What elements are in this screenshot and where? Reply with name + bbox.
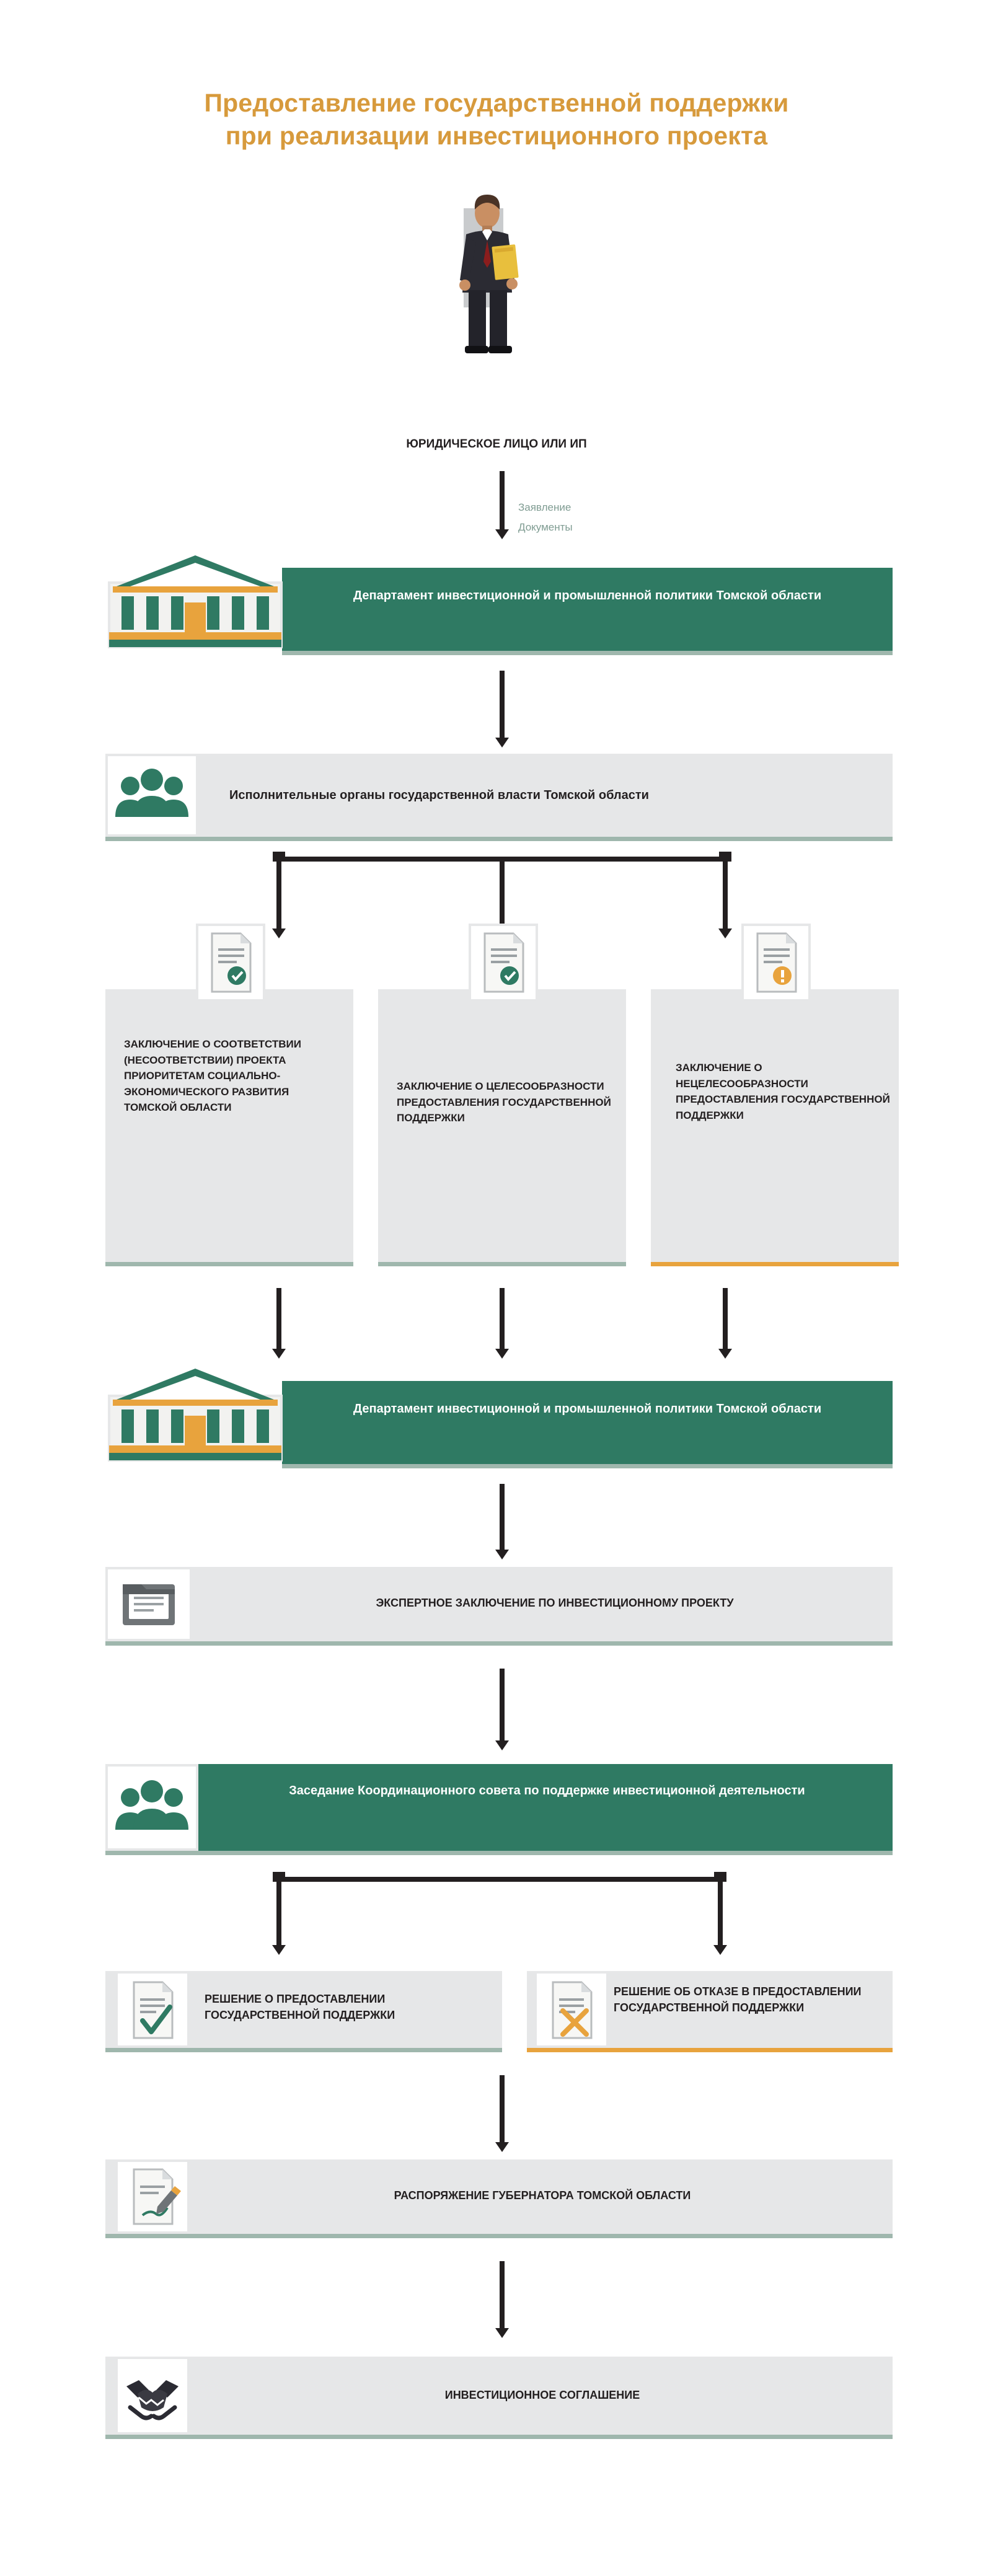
investment-agreement-shadow [105,2435,893,2439]
department-2-shadow [282,1464,893,1468]
document-cross-icon [534,1971,609,2048]
department-1-shadow [282,651,893,655]
conclusion-1-shadow [105,1262,353,1266]
flow-arrow-branch-3 [723,857,728,930]
investment-agreement-label: ИНВЕСТИЦИОННОЕ СОГЛАШЕНИЕ [444,2389,640,2401]
decision-grant-shadow [105,2048,502,2052]
flow-arrow-7 [500,1669,505,1742]
council-meeting-band [198,1764,893,1851]
flow-arrow-branch-1 [276,857,281,930]
document-checkmark-icon [115,1971,190,2048]
page-title-line1: Предоставление государственной поддержки [204,89,789,117]
page-title-line2: при реализации инвестиционного проекта [225,121,768,151]
decision-joint-right [714,1872,726,1882]
executive-bodies-shadow [105,837,893,841]
conclusion-1-label: ЗАКЛЮЧЕНИЕ О СООТВЕТСТВИИ (НЕСООТВЕТСТВИИ) ПРОЕКТА ПРИОРИТЕТАМ СОЦИАЛЬНО-ЭКОНОМИЧЕСКОГО РАЗВИТИЯ ТОМСКОЙ ОБЛАСТИ [124,1038,301,1113]
expert-conclusion-label: ЭКСПЕРТНОЕ ЗАКЛЮЧЕНИЕ ПО ИНВЕСТИЦИОННОМУ ПРОЕКТУ [376,1597,734,1609]
folder-documents-icon [105,1567,192,1641]
conclusion-3-shadow [651,1262,899,1266]
government-building-icon-2 [105,1364,285,1469]
document-pen-icon [115,2159,190,2234]
handshake-icon [115,2357,190,2435]
flow-arrow-decision-2 [718,1877,723,1946]
flow-arrow-3 [276,1288,281,1350]
department-1-label: Департамент инвестиционной и промышленной политики Томской области [353,589,822,602]
conclusion-3-band [651,989,899,1262]
branch-joint-left [273,852,285,862]
decision-grant-label: РЕШЕНИЕ О ПРЕДОСТАВЛЕНИИ ГОСУДАРСТВЕННОЙ ПОДДЕРЖКИ [205,1993,395,2022]
people-group-icon-2 [105,1764,198,1851]
document-approved-icon-2 [469,924,538,1002]
department-2-band [282,1381,893,1464]
conclusion-1-band [105,989,353,1262]
flow-arrow-4 [500,1288,505,1350]
decision-refuse-shadow [527,2048,893,2052]
document-approved-icon-1 [196,924,265,1002]
expert-conclusion-shadow [105,1641,893,1646]
governor-order-label: РАСПОРЯЖЕНИЕ ГУБЕРНАТОРА ТОМСКОЙ ОБЛАСТИ [394,2189,691,2202]
conclusion-3-label: ЗАКЛЮЧЕНИЕ О НЕЦЕЛЕСООБРАЗНОСТИ ПРЕДОСТАВЛЕНИЯ ГОСУДАРСТВЕННОЙ ПОДДЕРЖКИ [676,1062,890,1121]
arrow-note-line2: Документы [518,521,573,533]
flow-arrow-5 [723,1288,728,1350]
executive-bodies-label: Исполнительные органы государственной власти Томской области [229,788,649,802]
flow-arrow-branch-2 [500,857,505,930]
decision-joint-left [273,1872,285,1882]
department-1-band [282,568,893,651]
arrow-note-line1: Заявление [518,501,572,513]
decision-refuse-label: РЕШЕНИЕ ОБ ОТКАЗЕ В ПРЕДОСТАВЛЕНИИ ГОСУДАРСТВЕННОЙ ПОДДЕРЖКИ [614,1985,862,2014]
flow-arrow-1 [500,471,505,531]
governor-order-shadow [105,2234,893,2238]
flow-arrow-9 [500,2261,505,2329]
conclusion-2-label: ЗАКЛЮЧЕНИЕ О ЦЕЛЕСООБРАЗНОСТИ ПРЕДОСТАВЛЕНИЯ ГОСУДАРСТВЕННОЙ ПОДДЕРЖКИ [397,1080,611,1124]
flow-arrow-8 [500,2075,505,2143]
branch-joint-right [719,852,731,862]
council-meeting-shadow [105,1851,893,1855]
decision-branch-line [276,1877,723,1882]
people-group-icon [105,754,198,837]
applicant-label: ЮРИДИЧЕСКОЕ ЛИЦО ИЛИ ИП [406,438,587,451]
document-warning-icon [741,924,811,1002]
conclusion-2-shadow [378,1262,626,1266]
flow-arrow-2 [500,671,505,739]
government-building-icon [105,550,285,656]
flow-arrow-decision-1 [276,1877,281,1946]
page-title [0,87,993,153]
flow-arrow-6 [500,1484,505,1551]
businessman-icon [428,186,552,359]
department-2-label: Департамент инвестиционной и промышленной политики Томской области [353,1402,822,1416]
council-meeting-label: Заседание Координационного совета по поддержке инвестиционной деятельности [289,1784,805,1797]
